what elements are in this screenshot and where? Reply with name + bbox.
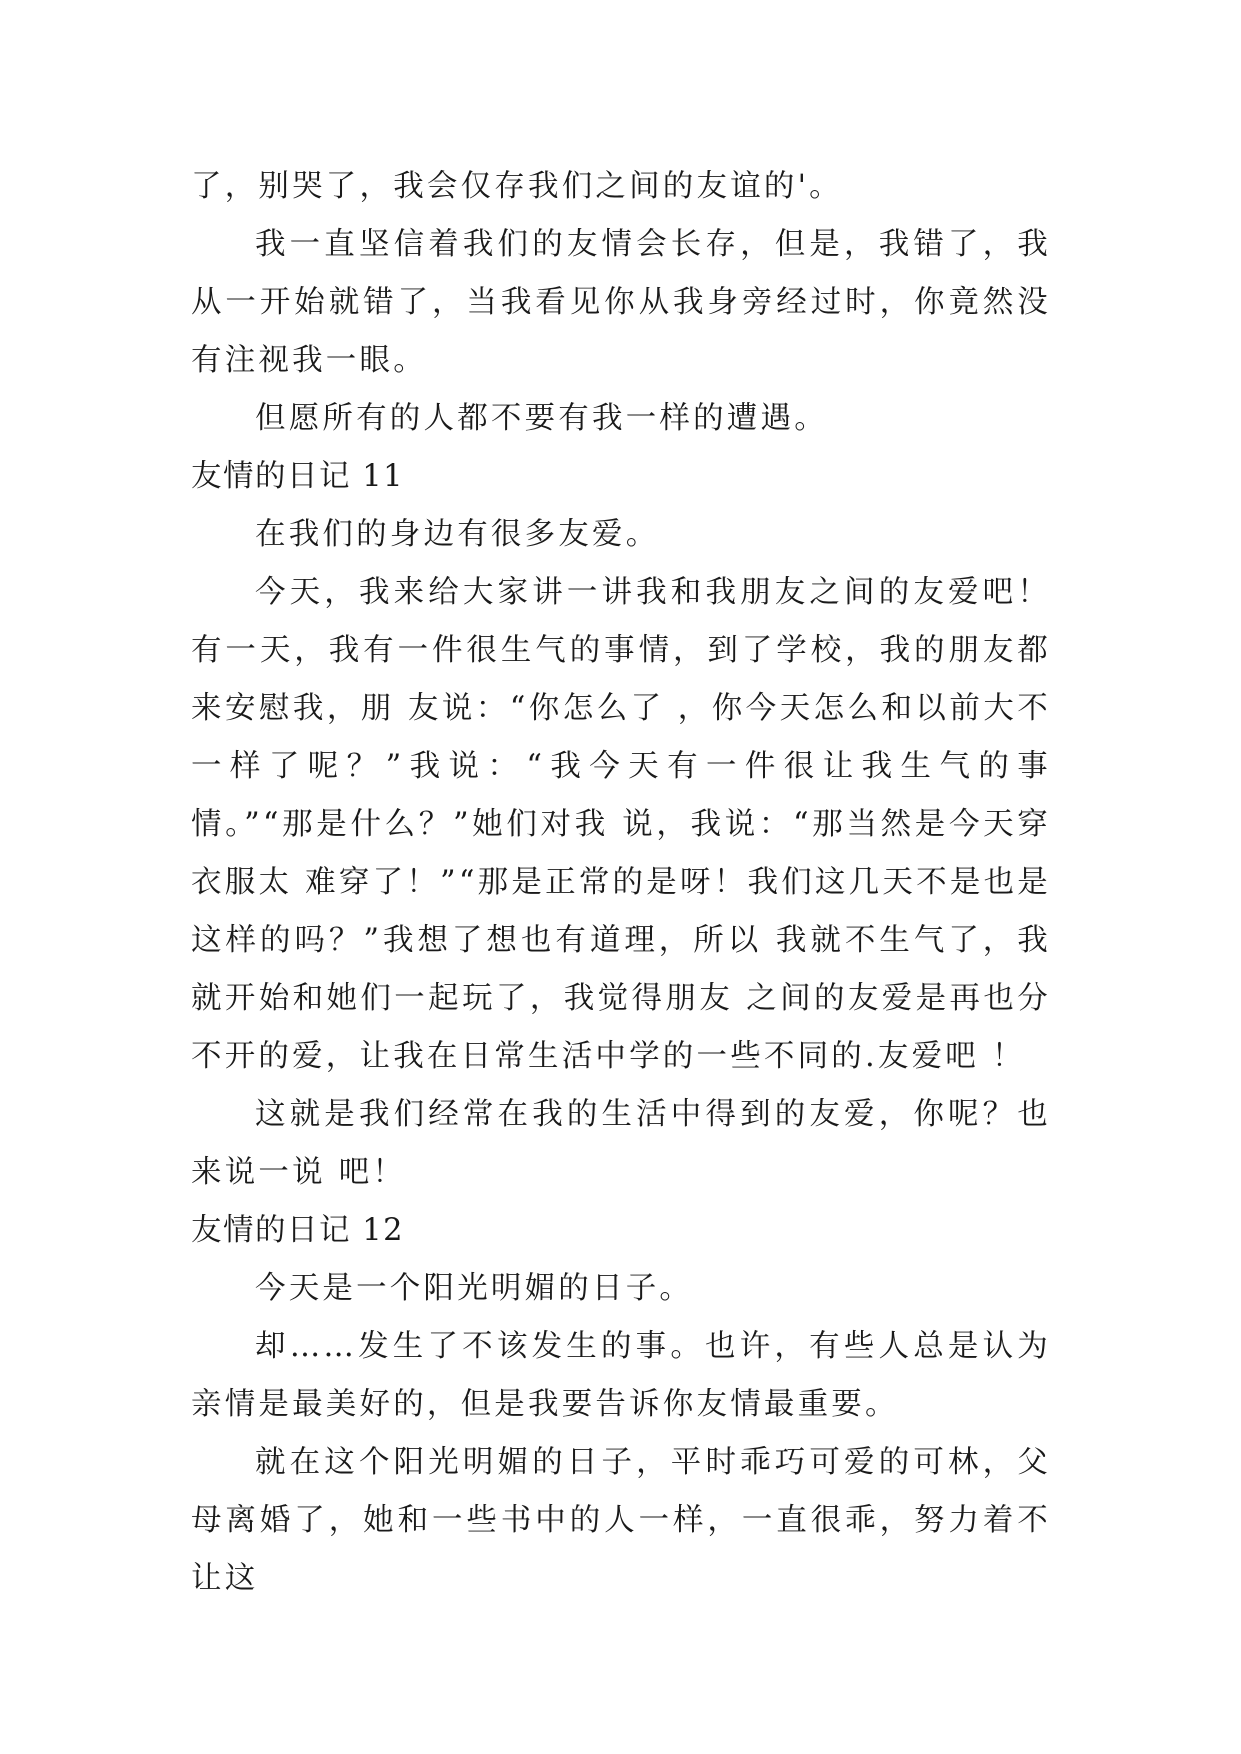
document-body (191, 158, 1051, 1608)
paragraph: 了，别哭了，我会仅存我们之间的友谊的'。 (191, 169, 843, 204)
paragraph: 今天是一个阳光明媚的日子。 (255, 1271, 694, 1306)
paragraph: 这就是我们经常在我的生活中得到的友爱，你呢？也来说一说 吧！ (191, 1097, 1051, 1190)
section-heading: 友情的日记 12 (191, 1213, 405, 1248)
paragraph: 在我们的身边有很多友爱。 (255, 517, 660, 552)
section-heading: 友情的日记 11 (191, 459, 405, 494)
paragraph: 今天，我来给大家讲一讲我和我朋友之间的友爱吧！有一天，我有一件很生气的事情，到了学校，我的朋友都来安慰我，朋 友说：“你怎么了 ，你今天怎么和以前大不一样了呢？”我说：“我今天有一件很让我生气的事情。”“那是什么？”她们对我 说，我说：“那当然是今天穿衣服太 难穿了！”“那是正常的是呀！我们这几天不是也是这样的吗？”我想了想也有道理，所以 我就不生气了，我就开始和她们一起玩了，我觉得朋友 之间的友爱是再也分不开的爱，让我在日常生活中学的一些不同的.友爱吧 ！ (191, 575, 1051, 1074)
paragraph: 就在这个阳光明媚的日子，平时乖巧可爱的可林，父母离婚了，她和一些书中的人一样，一直很乖，努力着不让这 (191, 1445, 1051, 1596)
paragraph: 但愿所有的人都不要有我一样的遭遇。 (255, 401, 828, 436)
paragraph: 却……发生了不该发生的事。也许，有些人总是认为亲情是最美好的，但是我要告诉你友情最重要。 (191, 1329, 1051, 1422)
paragraph: 我一直坚信着我们的友情会长存，但是，我错了，我从一开始就错了，当我看见你从我身旁经过时，你竟然没有注视我一眼。 (191, 227, 1051, 378)
